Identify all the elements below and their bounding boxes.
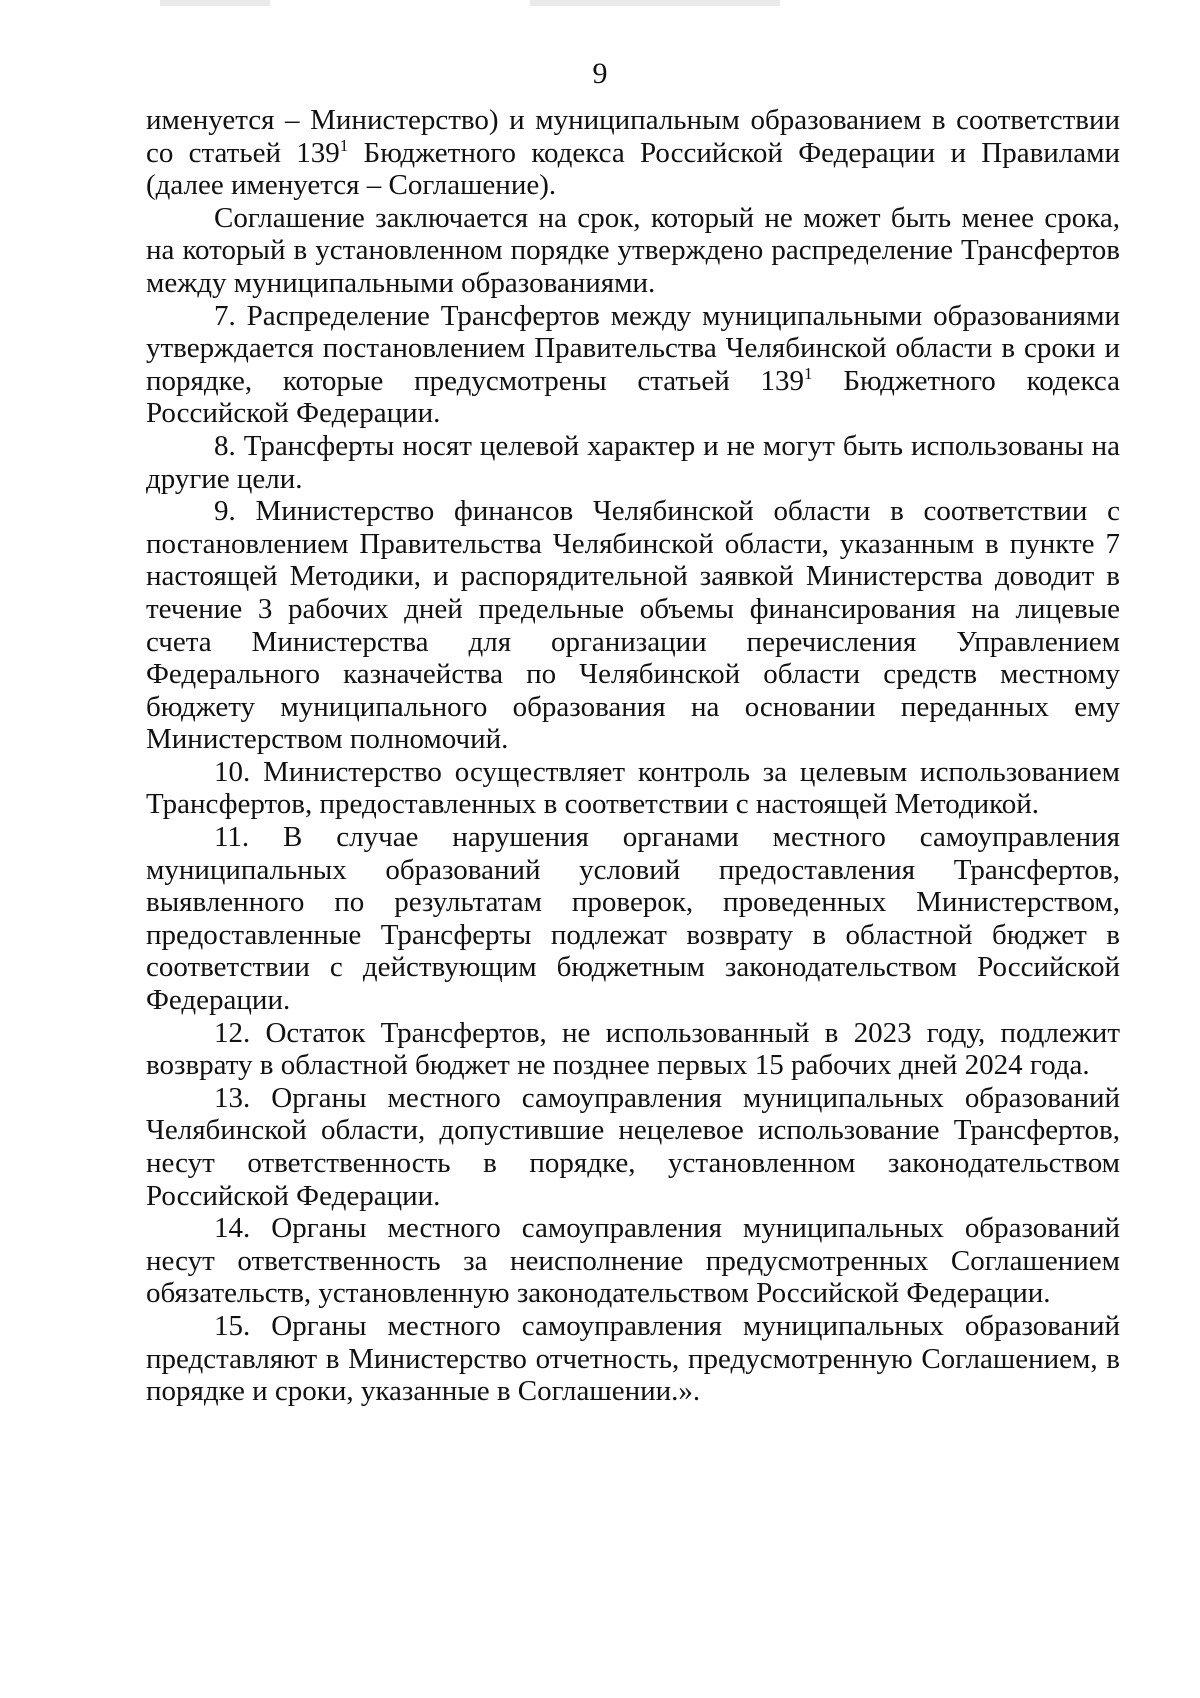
page-number: 9 bbox=[592, 57, 608, 90]
paragraph-text: 15. Органы местного самоуправления муниципальных образований представляют в Министерство отчетность, предусмотренную Соглашением, в порядке и сроки, указанные в Соглашении.». bbox=[146, 1309, 1120, 1408]
paragraph-text: 9. Министерство финансов Челябинской области в соответствии с постановлением Правительства Челябинской области, указанным в пункте 7 настоящей Методики, и распорядительной заявкой Министерства доводит в течение 3 рабочих дней предельные объемы финансирования на лицевые счета Министерства для организации перечисления Управлением Федерального казначейства по Челябинской области средств местному бюджету муниципального образования на основании переданных ему Министерством полномочий. bbox=[146, 495, 1120, 756]
paragraph-agreement-term bbox=[146, 202, 1120, 300]
paragraph-text: Бюджетного кодекса Российской Федерации и Правилами (далее именуется – Соглашение). bbox=[146, 136, 1120, 202]
scan-artifact bbox=[530, 0, 780, 6]
paragraph-item-8 bbox=[146, 430, 1120, 495]
footnote-superscript: 1 bbox=[339, 135, 349, 155]
scan-artifact bbox=[160, 0, 270, 6]
paragraph-item-15 bbox=[146, 1310, 1120, 1408]
paragraph-item-11 bbox=[146, 821, 1120, 1017]
paragraph-text: 13. Органы местного самоуправления муниципальных образований Челябинской области, допустившие нецелевое использование Трансфертов, несут ответственность в порядке, установленном законодательством Российской Федерации. bbox=[146, 1081, 1120, 1212]
paragraph-item-7 bbox=[146, 300, 1120, 430]
paragraph-text: 12. Остаток Трансфертов, не использованный в 2023 году, подлежит возврату в областной бюджет не позднее первых 15 рабочих дней 2024 года. bbox=[146, 1016, 1120, 1082]
paragraph-item-14 bbox=[146, 1212, 1120, 1310]
paragraph-text: Соглашение заключается на срок, который не может быть менее срока, на который в установленном порядке утверждено распределение Трансфертов между муниципальными образованиями. bbox=[146, 201, 1120, 299]
footnote-superscript: 1 bbox=[804, 363, 813, 383]
paragraph-text: 7. Распределение Трансфертов между муниципальными образованиями утверждается постановлением Правительства Челябинской области в сроки и порядке, которые предусмотрены статьей 139 bbox=[146, 299, 1120, 397]
document-body bbox=[146, 104, 1120, 1408]
paragraph-text: 14. Органы местного самоуправления муниципальных образований несут ответственность за неисполнение предусмотренных Соглашением обязательств, установленную законодательством Российской Федерации. bbox=[146, 1212, 1120, 1310]
paragraph-item-10 bbox=[146, 756, 1120, 821]
paragraph-text: 8. Трансферты носят целевой характер и не могут быть использованы на другие цели. bbox=[146, 429, 1120, 495]
paragraph-item-13 bbox=[146, 1082, 1120, 1212]
paragraph-text: именуется – Министерство) и муниципальным образованием в соответствии со статьей 139 bbox=[146, 104, 1120, 169]
paragraph-text: Бюджетного кодекса Российской Федерации. bbox=[146, 364, 1120, 430]
paragraph-item-9 bbox=[146, 495, 1120, 756]
paragraph-continuation bbox=[146, 104, 1120, 202]
paragraph-item-12 bbox=[146, 1017, 1120, 1082]
paragraph-text: 10. Министерство осуществляет контроль за целевым использованием Трансфертов, предоставленных в соответствии с настоящей Методикой. bbox=[146, 755, 1120, 821]
paragraph-text: 11. В случае нарушения органами местного самоуправления муниципальных образований условий предоставления Трансфертов, выявленного по результатам проверок, проведенных Министерством, предоставленные Трансферты подлежат возврату в областной бюджет в соответствии с действующим бюджетным законодательством Российской Федерации. bbox=[146, 821, 1120, 1017]
